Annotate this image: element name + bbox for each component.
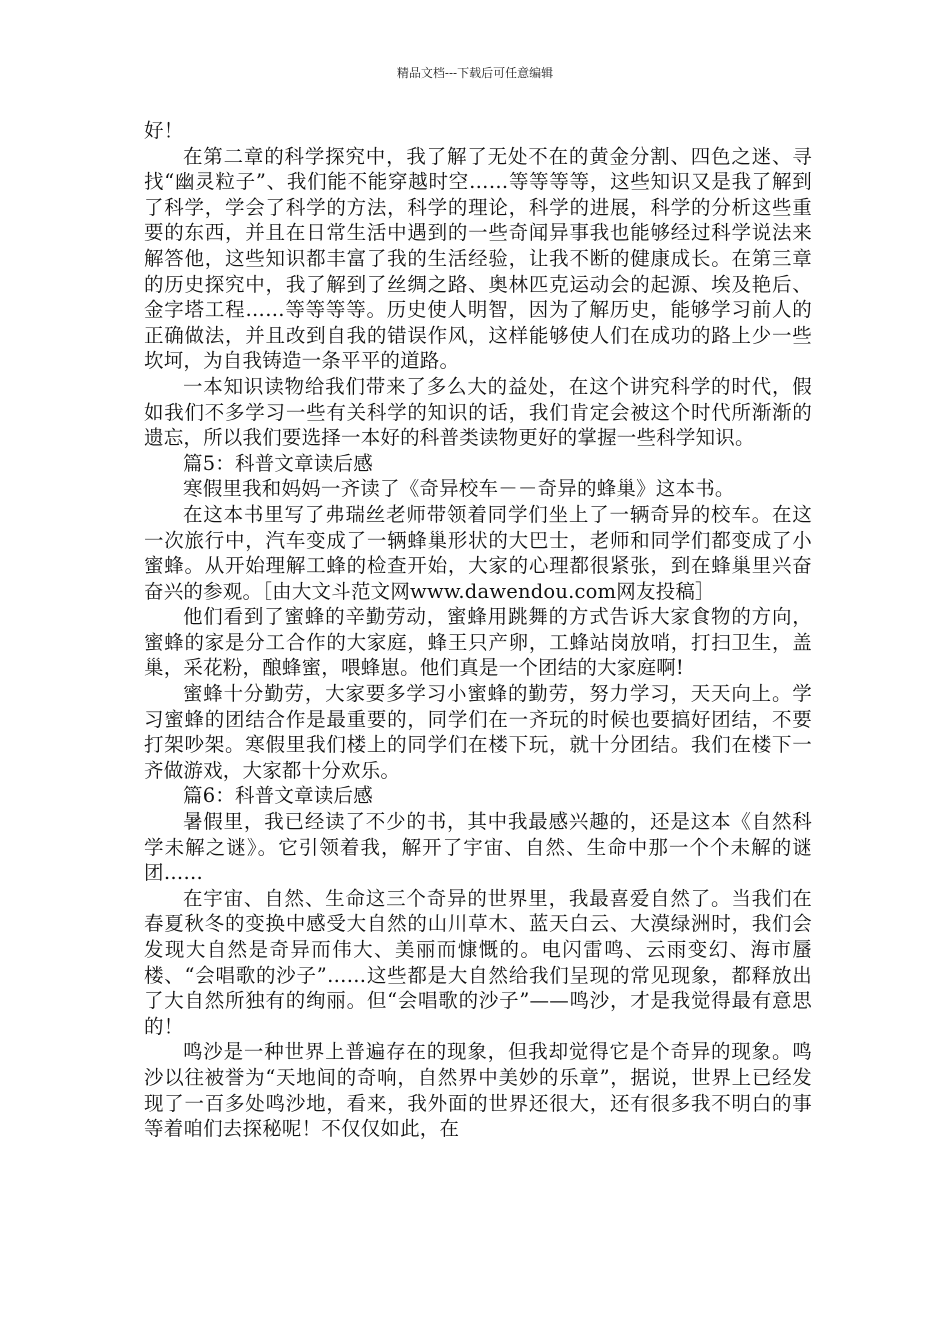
paragraph: 他们看到了蜜蜂的辛勤劳动，蜜蜂用跳舞的方式告诉大家食物的方向，蜜蜂的家是分工合作的大家庭，蜂王只产卵，工蜂站岗放哨，打扫卫生，盖巢，采花粉，酿蜂蜜，喂蜂崽。他们真是一个团结的大家庭啊! — [144, 605, 812, 680]
paragraph: 寒假里我和妈妈一齐读了《奇异校车－－奇异的蜂巢》这本书。 — [183, 477, 735, 501]
section-heading: 篇6：科普文章读后感 — [183, 784, 373, 808]
document-body — [144, 118, 812, 1142]
paragraph: 在这本书里写了弗瑞丝老师带领着同学们坐上了一辆奇异的校车。在这一次旅行中，汽车变成了一辆蜂巢形状的大巴士，老师和同学们都变成了小蜜蜂。从开始理解工蜂的检查开始，大家的心理都很紧张，到在蜂巢里兴奋奋兴的参观。［由大文斗范文网www.dawendou.com网友投稿］ — [144, 502, 812, 603]
page-header: 精品文档---下载后可任意编辑 — [396, 66, 554, 80]
paragraph: 在宇宙、自然、生命这三个奇异的世界里，我最喜爱自然了。当我们在春夏秋冬的变换中感受大自然的山川草木、蓝天白云、大漠绿洲时，我们会发现大自然是奇异而伟大、美丽而慷慨的。电闪雷鸣、云雨变幻、海市蜃楼、“会唱歌的沙子”……这些都是大自然给我们呈现的常见现象，都释放出了大自然所独有的绚丽。但“会唱歌的沙子”——鸣沙，才是我觉得最有意思的！ — [144, 886, 812, 1038]
paragraph: 鸣沙是一种世界上普遍存在的现象，但我却觉得它是个奇异的现象。鸣沙以往被誉为“天地间的奇响，自然界中美妙的乐章”，据说，世界上已经发现了一百多处鸣沙地，看来，我外面的世界还很大，还有很多我不明白的事等着咱们去探秘呢！不仅仅如此，在 — [144, 1040, 812, 1141]
paragraph: 在第二章的科学探究中，我了解了无处不在的黄金分割、四色之迷、寻找“幽灵粒子”、我们能不能穿越时空……等等等等，这些知识又是我了解到了科学，学会了科学的方法，科学的理论，科学的进展，科学的分析这些重要的东西，并且在日常生活中遇到的一些奇闻异事我也能够经过科学说法来解答他，这些知识都丰富了我的生活经验，让我不断的健康成长。在第三章的历史探究中，我了解到了丝绸之路、奥林匹克运动会的起源、埃及艳后、金字塔工程……等等等等。历史使人明智，因为了解历史，能够学习前人的正确做法，并且改到自我的错误作风，这样能够使人们在成功的路上少一些坎坷，为自我铸造一条平平的道路。 — [144, 144, 812, 373]
paragraph: 好！ — [144, 119, 184, 142]
section-heading: 篇5：科普文章读后感 — [183, 451, 373, 475]
paragraph: 一本知识读物给我们带来了多么大的益处，在这个讲究科学的时代，假如我们不多学习一些有关科学的知识的话，我们肯定会被这个时代所渐渐的遗忘，所以我们要选择一本好的科普类读物更好的掌握一些科学知识。 — [144, 374, 812, 450]
paragraph: 暑假里，我已经读了不少的书，其中我最感兴趣的，还是这本《自然科学未解之谜》。它引领着我，解开了宇宙、自然、生命中那一个个未解的谜团…… — [144, 810, 812, 885]
paragraph: 蜜蜂十分勤劳，大家要多学习小蜜蜂的勤劳，努力学习，天天向上。学习蜜蜂的团结合作是最重要的，同学们在一齐玩的时候也要搞好团结，不要打架吵架。寒假里我们楼上的同学们在楼下玩，就十分团结。我们在楼下一齐做游戏，大家都十分欢乐。 — [144, 682, 812, 782]
